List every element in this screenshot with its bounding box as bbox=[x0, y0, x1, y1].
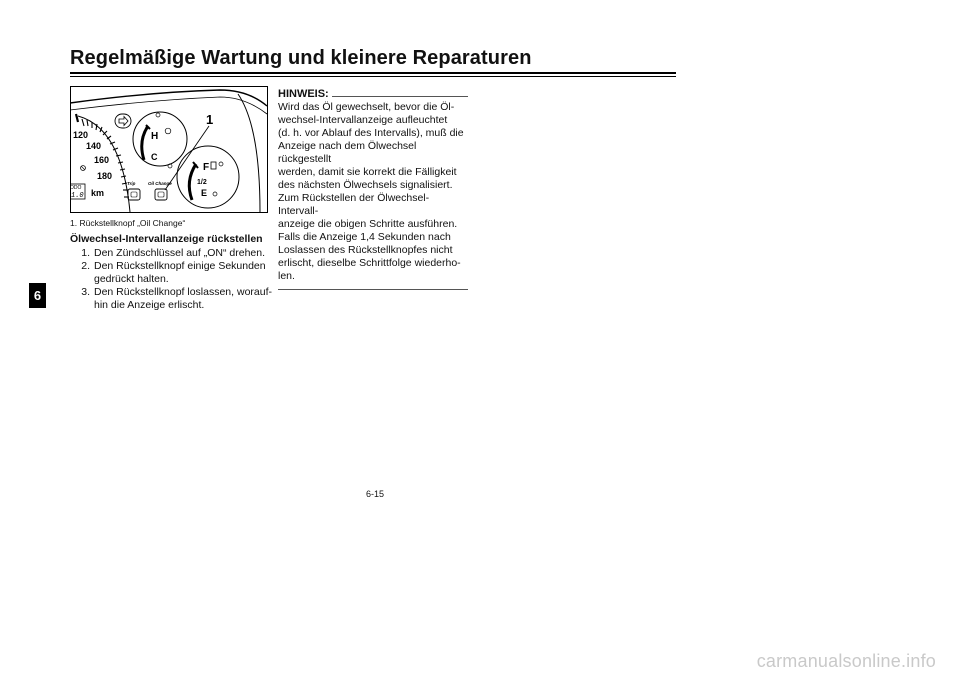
note-line: Falls die Anzeige 1,4 Sekunden nach bbox=[278, 231, 451, 243]
speed-label-160: 160 bbox=[94, 155, 110, 165]
note-body bbox=[278, 101, 468, 283]
step-text: Den Rückstellknopf loslassen, woraufhin die Anzeige erlischt. bbox=[94, 286, 273, 311]
step-item bbox=[70, 247, 276, 260]
step-item bbox=[70, 286, 276, 312]
temp-low-label: C bbox=[151, 152, 158, 162]
title-rule-thick bbox=[70, 72, 676, 74]
odo-label: ODO bbox=[70, 185, 82, 191]
page-title: Regelmäßige Wartung und kleinere Reparaturen bbox=[70, 47, 532, 69]
unit-label: km bbox=[91, 188, 105, 198]
note-line: wechsel-Intervallanzeige aufleuchtet bbox=[278, 114, 448, 126]
step-number: 3. bbox=[81, 286, 90, 298]
trip-label: Trip bbox=[127, 181, 136, 186]
chapter-tab bbox=[29, 283, 46, 308]
step-list bbox=[70, 247, 276, 312]
note-line: werden, damit sie korrekt die Fälligkeit bbox=[278, 166, 457, 178]
instrument-cluster-drawing bbox=[70, 86, 268, 213]
fuel-half-label: 1/2 bbox=[197, 179, 207, 186]
step-number: 1. bbox=[81, 247, 90, 259]
temp-high-label: H bbox=[151, 131, 159, 142]
note-line: Anzeige nach dem Ölwechsel rückgestellt bbox=[278, 140, 417, 165]
note-header bbox=[278, 88, 468, 101]
note-bottom-rule bbox=[278, 289, 468, 290]
callout-number: 1 bbox=[206, 112, 214, 127]
fuel-empty-label: E bbox=[201, 188, 208, 198]
note-line: des nächsten Ölwechsels signalisiert. bbox=[278, 179, 453, 191]
page-number: 6-15 bbox=[365, 489, 384, 499]
speed-label-120: 120 bbox=[73, 130, 89, 140]
note-line: Loslassen des Rückstellknopfes nicht bbox=[278, 244, 453, 256]
note-line: Zum Rückstellen der Ölwechsel-Intervall- bbox=[278, 192, 430, 217]
odo-value: 1.0 bbox=[71, 192, 84, 200]
note-header-rule bbox=[332, 96, 468, 97]
note-line: erlischt, dieselbe Schrittfolge wiederho- bbox=[278, 257, 461, 269]
step-item bbox=[70, 260, 276, 286]
step-number: 2. bbox=[81, 260, 90, 272]
speed-label-140: 140 bbox=[86, 141, 102, 151]
reset-instructions bbox=[70, 233, 276, 312]
figure-caption: 1. Rückstellknopf „Oil Change“ bbox=[70, 218, 186, 228]
step-text: Den Rückstellknopf einige Sekunden gedrückt halten. bbox=[94, 260, 266, 285]
chapter-tab-number: 6 bbox=[33, 288, 42, 303]
title-rule-thin bbox=[70, 76, 676, 77]
section-heading: Ölwechsel-Intervallanzeige rückstellen bbox=[70, 233, 263, 245]
note-line: (d. h. vor Ablauf des Intervalls), muß die bbox=[278, 127, 464, 139]
fuel-full-label: F bbox=[203, 162, 210, 173]
note-box bbox=[278, 88, 468, 290]
oil-change-label: Oil Change bbox=[148, 181, 172, 186]
speed-label-180: 180 bbox=[97, 171, 113, 181]
step-text: Den Zündschlüssel auf „ON“ drehen. bbox=[94, 247, 265, 259]
watermark: carmanualsonline.info bbox=[756, 651, 936, 671]
note-line: anzeige die obigen Schritte ausführen. bbox=[278, 218, 458, 230]
note-line: len. bbox=[278, 270, 295, 282]
note-label: HINWEIS: bbox=[278, 88, 329, 100]
instrument-cluster-figure bbox=[70, 86, 268, 213]
note-line: Wird das Öl gewechselt, bevor die Öl- bbox=[278, 101, 455, 113]
